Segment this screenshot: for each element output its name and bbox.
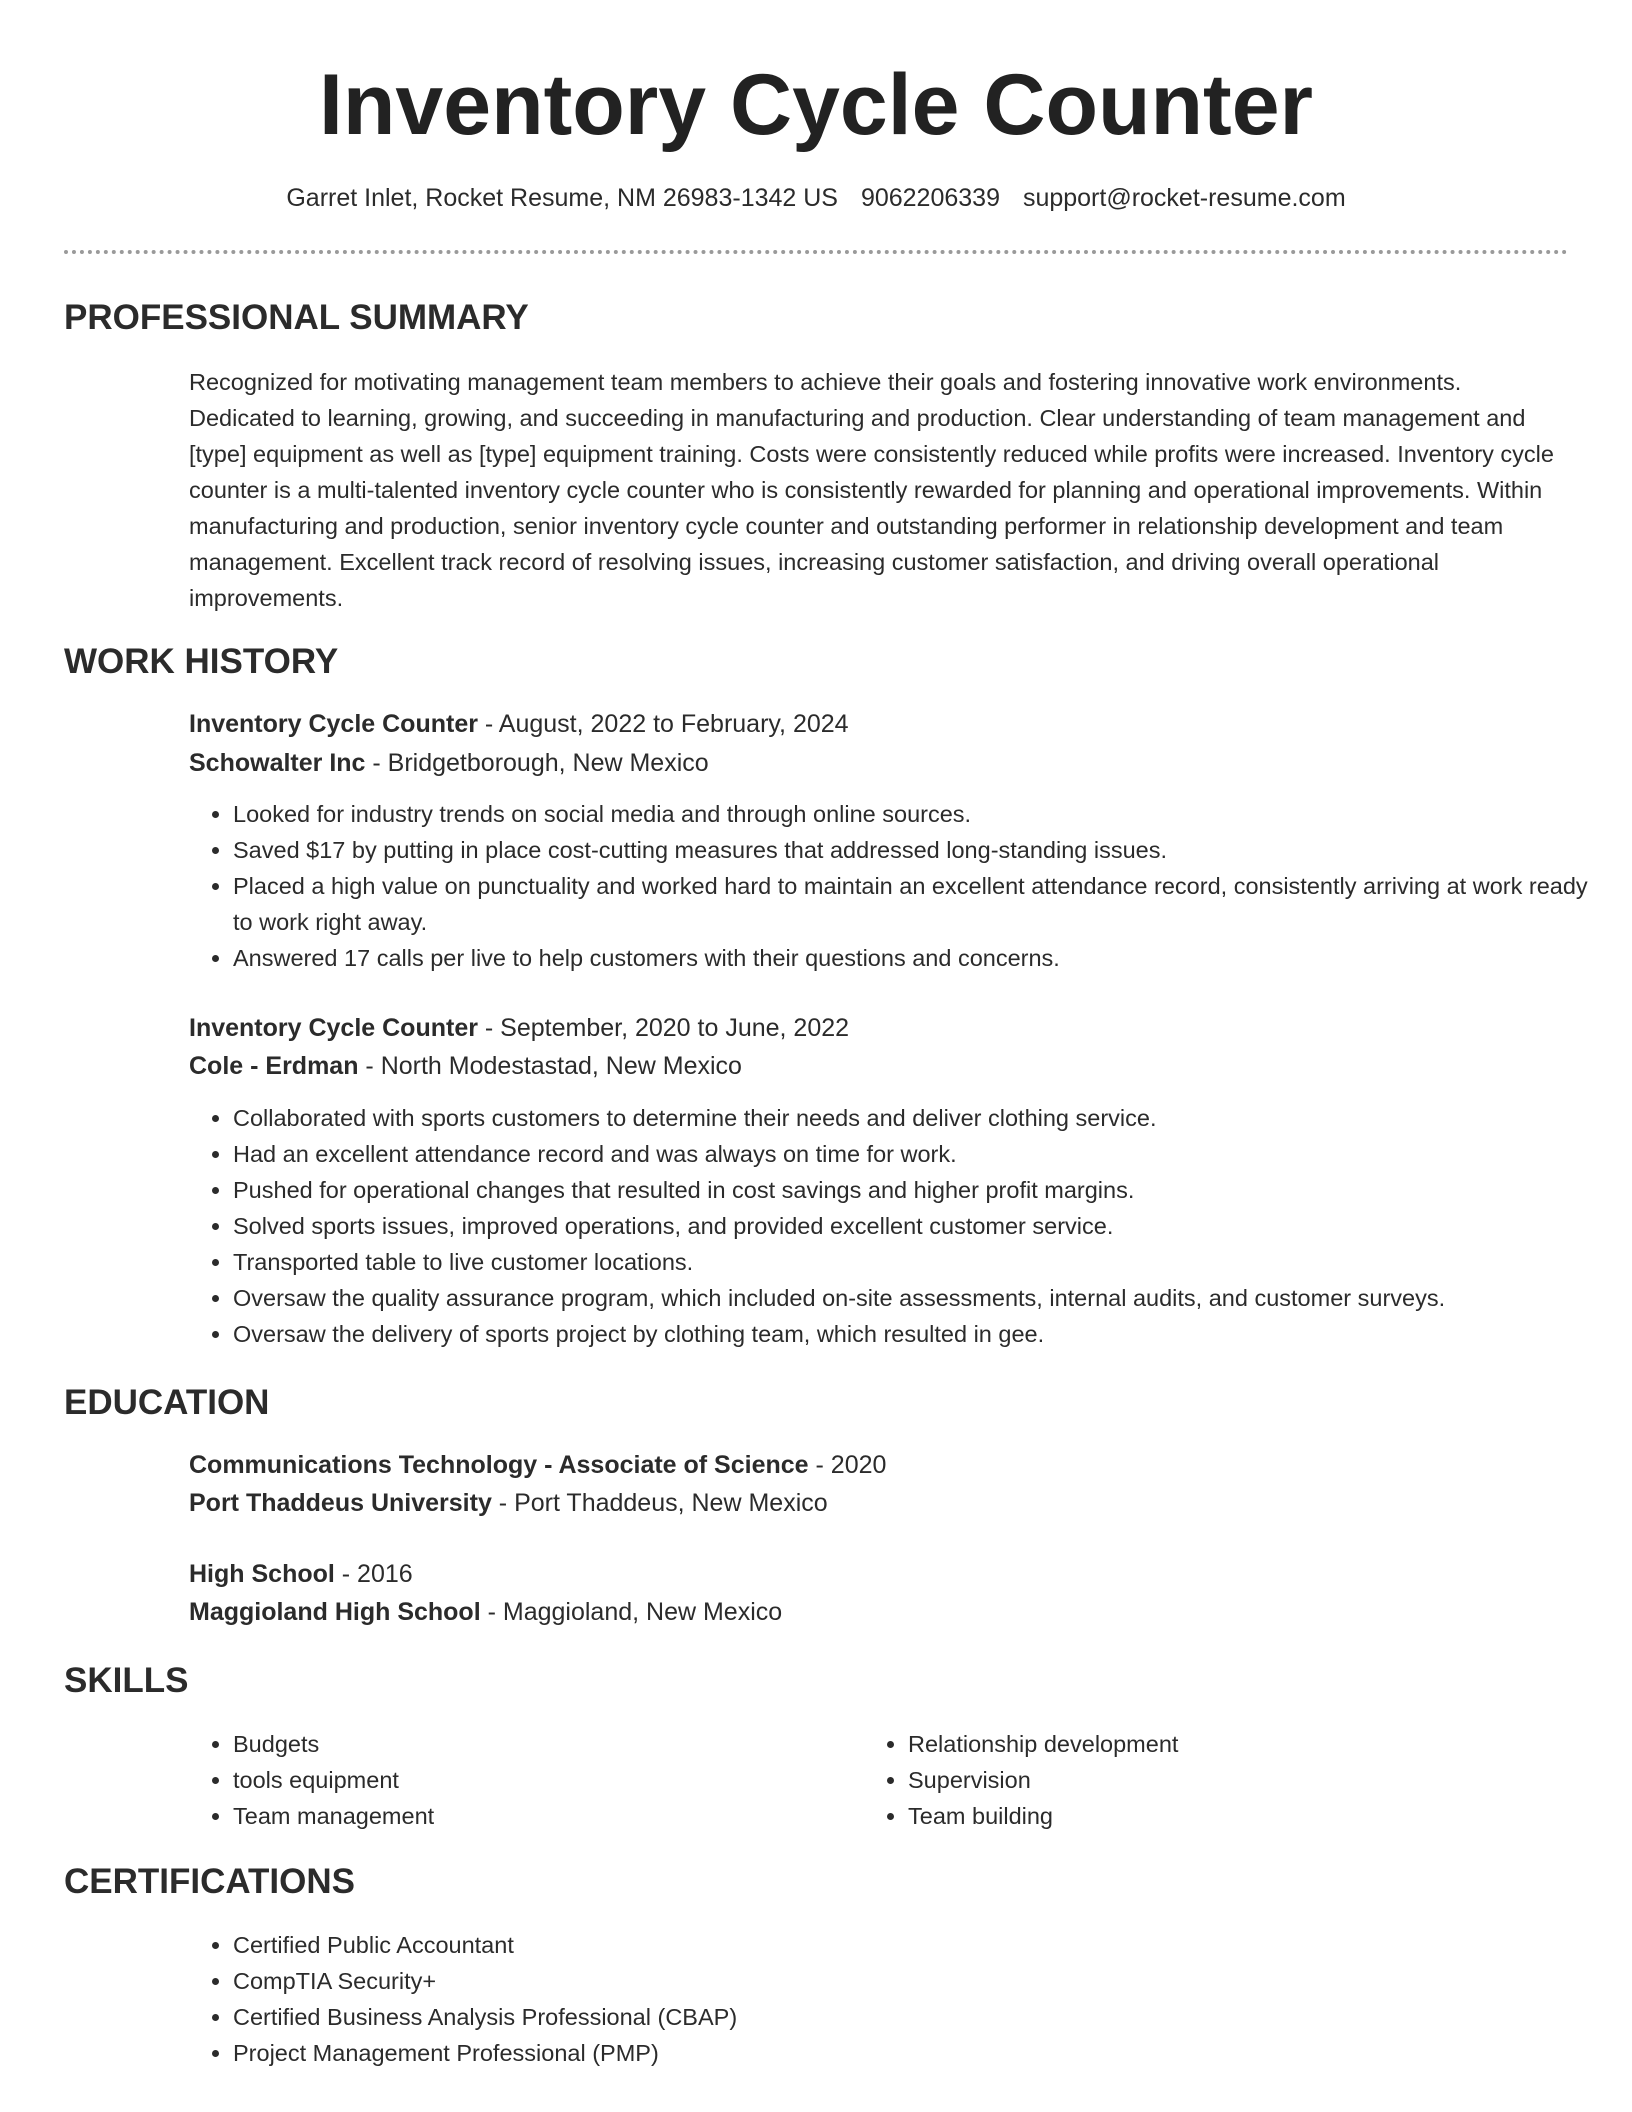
summary-text: Recognized for motivating management team members to achieve their goals and fostering innovative work environments. Dedicated to learning, growing, and succeeding in manufacturing and production. Clear understanding of team management and [type] equipment as well as [type] equipment training. Costs were consistently reduced while profits were increased. Inventory cycle counter is a multi-talented inventory cycle counter who is consistently rewarded for planning and operational improvements. Within manufacturing and production, senior inventory cycle counter and outstanding performer in relationship development and team management. Excellent track record of resolving issues, increasing customer satisfaction, and driving overall operational improvements. bbox=[189, 369, 1554, 611]
list-item: • Had an excellent attendance record and was always on time for work. bbox=[233, 1136, 1613, 1172]
job-1-bullets bbox=[189, 796, 1613, 976]
contact-phone: 9062206339 bbox=[860, 184, 1000, 212]
education-1-school-line bbox=[189, 1485, 828, 1521]
section-title-work-history: WORK HISTORY bbox=[64, 642, 339, 681]
job-2-dates: - September, 2020 to June, 2022 bbox=[477, 1014, 850, 1042]
education-2-year: - 2016 bbox=[334, 1560, 413, 1588]
list-item: • Project Management Professional (PMP) bbox=[233, 2035, 1613, 2071]
list-item: • Pushed for operational changes that resulted in cost savings and higher profit margins. bbox=[233, 1172, 1613, 1208]
education-2-degree-line bbox=[189, 1556, 413, 1592]
job-2-title-line bbox=[189, 1010, 849, 1046]
header-divider bbox=[64, 250, 1568, 254]
contact-address: Garret Inlet, Rocket Resume, NM 26983-1342 US bbox=[286, 184, 838, 212]
list-item: • Budgets bbox=[233, 1726, 833, 1762]
certifications-list bbox=[189, 1927, 1613, 2071]
skills-list-left bbox=[189, 1726, 833, 1834]
job-1-dates: - August, 2022 to February, 2024 bbox=[477, 710, 849, 738]
job-2-role: Inventory Cycle Counter bbox=[189, 1014, 478, 1042]
job-1-location: - Bridgetborough, New Mexico bbox=[365, 749, 709, 777]
job-1-role: Inventory Cycle Counter bbox=[189, 710, 478, 738]
education-2-location: - Maggioland, New Mexico bbox=[480, 1598, 783, 1626]
list-item: • tools equipment bbox=[233, 1762, 833, 1798]
job-2-company: Cole - Erdman bbox=[189, 1052, 359, 1080]
list-item: • Placed a high value on punctuality and worked hard to maintain an excellent attendance record, consistently arriving at work ready to work right away. bbox=[233, 868, 1613, 940]
section-title-education: EDUCATION bbox=[64, 1383, 270, 1422]
job-2-location: - North Modestastad, New Mexico bbox=[358, 1052, 742, 1080]
list-item: • Supervision bbox=[908, 1762, 1508, 1798]
education-1-school: Port Thaddeus University bbox=[189, 1489, 492, 1517]
contact-line bbox=[0, 180, 1632, 216]
list-item: • Solved sports issues, improved operations, and provided excellent customer service. bbox=[233, 1208, 1613, 1244]
job-1-company-line bbox=[189, 745, 709, 781]
list-item: • Oversaw the delivery of sports project by clothing team, which resulted in gee. bbox=[233, 1316, 1613, 1352]
list-item: • Collaborated with sports customers to determine their needs and deliver clothing service. bbox=[233, 1100, 1613, 1136]
list-item: • Transported table to live customer locations. bbox=[233, 1244, 1613, 1280]
education-2-degree: High School bbox=[189, 1560, 335, 1588]
education-1-degree-line bbox=[189, 1447, 886, 1483]
list-item: • CompTIA Security+ bbox=[233, 1963, 1613, 1999]
education-1-degree: Communications Technology - Associate of Science bbox=[189, 1451, 809, 1479]
education-1-location: - Port Thaddeus, New Mexico bbox=[491, 1489, 828, 1517]
contact-email: support@rocket-resume.com bbox=[1022, 184, 1346, 212]
skills-list-right bbox=[864, 1726, 1508, 1834]
resume-name: Inventory Cycle Counter bbox=[319, 57, 1313, 153]
list-item: • Certified Public Accountant bbox=[233, 1927, 1613, 1963]
list-item: • Team management bbox=[233, 1798, 833, 1834]
job-2-company-line bbox=[189, 1048, 742, 1084]
education-2-school: Maggioland High School bbox=[189, 1598, 481, 1626]
job-1-company: Schowalter Inc bbox=[189, 749, 366, 777]
list-item: • Relationship development bbox=[908, 1726, 1508, 1762]
list-item: • Saved $17 by putting in place cost-cutting measures that addressed long-standing issues. bbox=[233, 832, 1613, 868]
list-item: • Certified Business Analysis Professional (CBAP) bbox=[233, 1999, 1613, 2035]
section-title-summary: PROFESSIONAL SUMMARY bbox=[64, 298, 529, 337]
job-1-title-line bbox=[189, 706, 849, 742]
education-2-school-line bbox=[189, 1594, 782, 1630]
section-title-certifications: CERTIFICATIONS bbox=[64, 1862, 356, 1901]
list-item: • Team building bbox=[908, 1798, 1508, 1834]
job-2-bullets bbox=[189, 1100, 1613, 1352]
education-1-year: - 2020 bbox=[808, 1451, 887, 1479]
section-title-skills: SKILLS bbox=[64, 1661, 189, 1700]
list-item: • Answered 17 calls per live to help customers with their questions and concerns. bbox=[233, 940, 1613, 976]
list-item: • Looked for industry trends on social media and through online sources. bbox=[233, 796, 1613, 832]
list-item: • Oversaw the quality assurance program, which included on-site assessments, internal audits, and customer surveys. bbox=[233, 1280, 1613, 1316]
